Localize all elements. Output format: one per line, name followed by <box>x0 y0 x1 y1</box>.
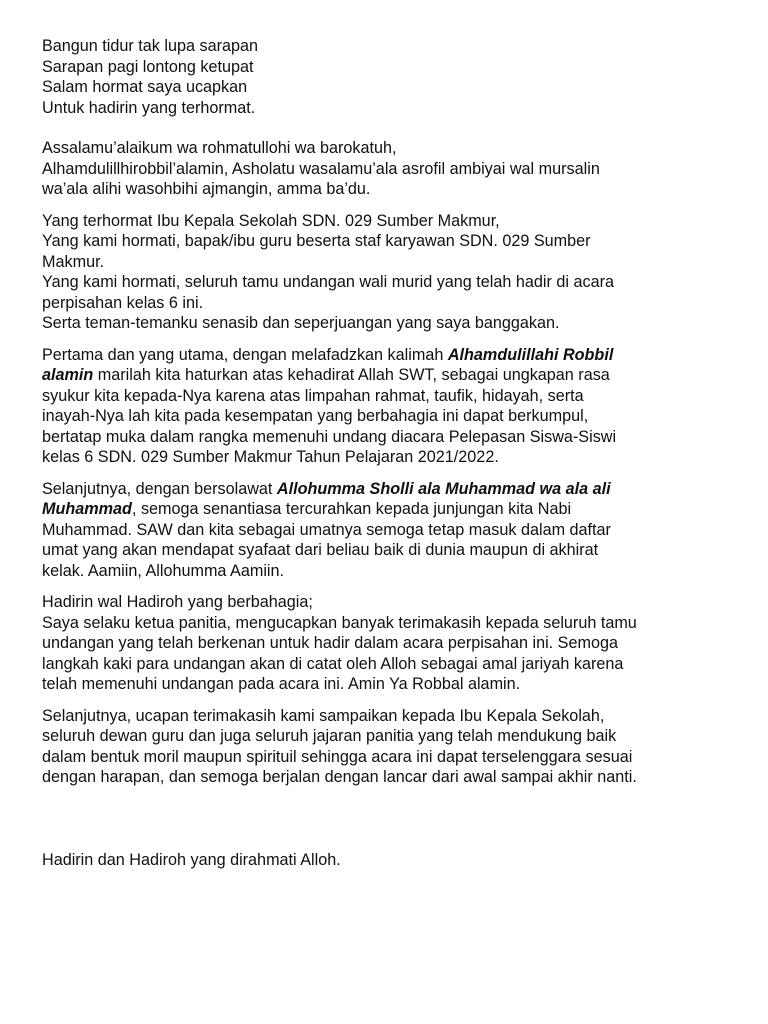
document-page <box>42 36 742 870</box>
paragraph-thanks-school <box>42 706 742 788</box>
paragraph-line <box>42 345 742 366</box>
paragraph-line: inayah-Nya lah kita pada kesempatan yang berbahagia ini dapat berkumpul, <box>42 407 589 425</box>
paragraph-line: Selanjutnya, ucapan terimakasih kami sampaikan kepada Ibu Kepala Sekolah, <box>42 706 605 725</box>
paragraph-line: seluruh dewan guru dan juga seluruh jajaran panitia yang telah mendukung baik <box>42 727 617 745</box>
greeting-salam <box>42 138 742 200</box>
pantun-line: Untuk hadirin yang terhormat. <box>42 98 256 117</box>
audience-address <box>42 211 742 334</box>
paragraph-sholawat <box>42 479 742 582</box>
paragraph-line <box>42 499 742 520</box>
paragraph-line: kelak. Aamiin, Allohumma Aamiin. <box>42 561 285 580</box>
line-text: Selanjutnya, dengan bersolawat <box>42 479 277 498</box>
paragraph-line: syukur kita kepada-Nya karena atas limpahan rahmat, taufik, hidayah, serta <box>42 386 584 405</box>
paragraph-line: undangan yang telah berkenan untuk hadir dalam acara perpisahan ini. Semoga <box>42 634 618 652</box>
address-line: Makmur. <box>42 252 105 271</box>
closing-line: Hadirin dan Hadiroh yang dirahmati Alloh. <box>42 850 341 869</box>
paragraph-line: langkah kaki para undangan akan di catat oleh Alloh sebagai amal jariyah karena <box>42 654 624 673</box>
paragraph-line: Muhammad. SAW dan kita sebagai umatnya semoga tetap masuk dalam daftar <box>42 520 611 539</box>
paragraph-line: kelas 6 SDN. 029 Sumber Makmur Tahun Pelajaran 2021/2022. <box>42 448 499 466</box>
emphasis-text: Muhammad <box>42 500 132 518</box>
line-text: marilah kita haturkan atas kehadirat Allah SWT, sebagai ungkapan rasa <box>93 366 610 384</box>
paragraph-line: Hadirin wal Hadiroh yang berbahagia; <box>42 593 313 611</box>
pantun-opening <box>42 36 742 118</box>
address-line: Serta teman-temanku senasib dan seperjuangan yang saya banggakan. <box>42 314 560 332</box>
salam-line: wa’ala alihi wasohbihi ajmangin, amma ba’du. <box>42 180 371 198</box>
paragraph-line <box>42 365 742 386</box>
pantun-line: Sarapan pagi lontong ketupat <box>42 57 254 76</box>
emphasis-text: Allohumma Sholli ala Muhammad wa ala ali <box>276 479 611 498</box>
line-text: , semoga senantiasa tercurahkan kepada junjungan kita Nabi <box>131 500 572 518</box>
paragraph-thanks-guests <box>42 592 742 695</box>
paragraph-line <box>42 479 742 500</box>
emphasis-text: alamin <box>42 366 94 384</box>
line-text: Pertama dan yang utama, dengan melafadzkan kalimah <box>42 345 448 364</box>
salam-line: Assalamu’alaikum wa rohmatullohi wa barokatuh, <box>42 139 397 157</box>
pantun-line: Salam hormat saya ucapkan <box>42 78 248 96</box>
address-line: Yang kami hormati, bapak/ibu guru beserta staf karyawan SDN. 029 Sumber <box>42 232 591 250</box>
paragraph-line: dengan harapan, dan semoga berjalan dengan lancar dari awal sampai akhir nanti. <box>42 768 637 786</box>
emphasis-text: Alhamdulillahi Robbil <box>447 345 614 364</box>
paragraph-line: bertatap muka dalam rangka memenuhi undang diacara Pelepasan Siswa-Siswi <box>42 427 617 446</box>
paragraph-line: Saya selaku ketua panitia, mengucapkan banyak terimakasih kepada seluruh tamu <box>42 613 637 632</box>
paragraph-line: telah memenuhi undangan pada acara ini. Amin Ya Robbal alamin. <box>42 675 521 693</box>
pantun-line: Bangun tidur tak lupa sarapan <box>42 37 258 55</box>
address-line: perpisahan kelas 6 ini. <box>42 293 204 312</box>
paragraph-line: umat yang akan mendapat syafaat dari beliau baik di dunia maupun di akhirat <box>42 541 599 559</box>
address-line: Yang terhormat Ibu Kepala Sekolah SDN. 029 Sumber Makmur, <box>42 211 500 230</box>
address-line: Yang kami hormati, seluruh tamu undangan wali murid yang telah hadir di acara <box>42 273 614 291</box>
closing-address <box>42 850 742 871</box>
salam-line: Alhamdulillhirobbil’alamin, Asholatu wasalamu’ala asrofil ambiyai wal mursalin <box>42 159 600 178</box>
paragraph-line: dalam bentuk moril maupun spirituil sehingga acara ini dapat terselenggara sesuai <box>42 747 633 766</box>
paragraph-gratitude <box>42 345 742 468</box>
